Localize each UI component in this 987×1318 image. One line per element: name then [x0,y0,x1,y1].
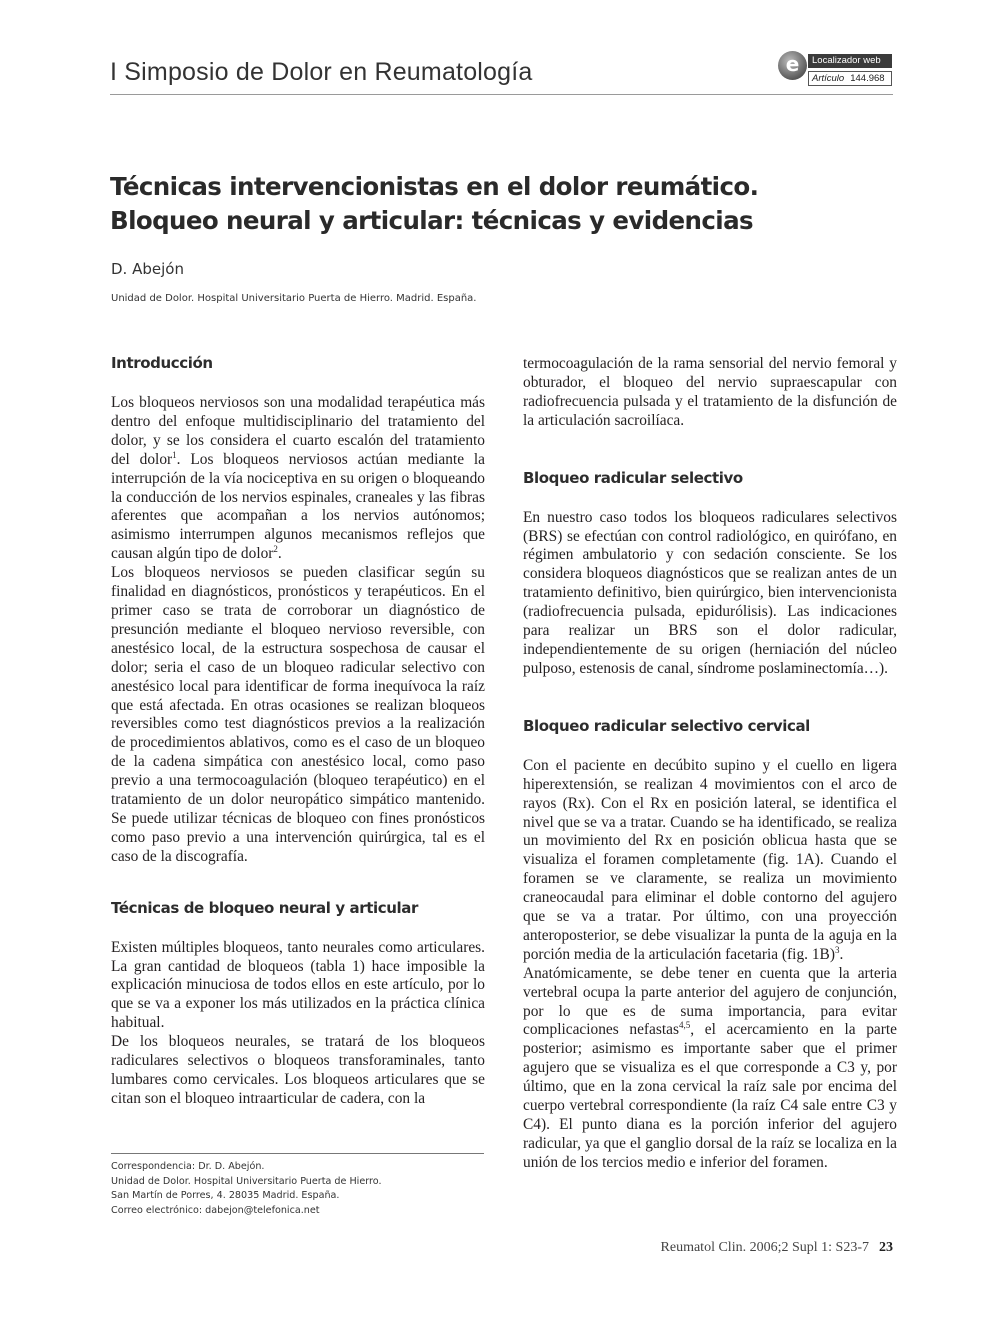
article-author: D. Abejón [111,260,184,278]
ref-superscript: 2 [273,544,278,555]
locator-article-box [808,71,892,86]
page-number: 23 [879,1240,893,1255]
article-title [110,170,870,238]
section-heading-bloqueo-radicular: Bloqueo radicular selectivo [523,468,743,487]
correspondence-line: Unidad de Dolor. Hospital Universitario Puerta de Hierro. [111,1175,382,1187]
techniques-paragraph-2: De los bloqueos neurales, se tratará de los bloqueos radiculares selectivos o bloqueos transforaminales, tanto lumbares como cervicales. Los bloqueos articulares que se citan son el bloqueo intraarticular de cadera, con la [111,1033,485,1107]
web-locator-badge [778,51,894,89]
article-title-line1: Técnicas intervencionistas en el dolor reumático. [110,172,759,201]
article-title-line2: Bloqueo neural y articular: técnicas y evidencias [110,206,754,235]
ref-superscript: 1 [172,449,177,460]
section-heading-introduccion: Introducción [111,354,213,372]
author-affiliation: Unidad de Dolor. Hospital Universitario Puerta de Hierro. Madrid. España. [111,293,477,304]
correspondence-line: Correspondencia: Dr. D. Abejón. [111,1161,265,1172]
ref-superscript: 3 [834,944,840,955]
right-column [523,355,897,1173]
intro-paragraph-2: Los bloqueos nerviosos se pueden clasificar según su finalidad en diagnósticos, pronósticos y terapéuticos. En el primer caso se trata de corroborar un diagnóstico de presunción mediante el bloqueo nervioso reversible, con anestésico local, de la estructura sospechosa de causar el dolor; seria el caso de un bloqueo radicular selectivo con anestésico local para identificar de forma inequívoca la raíz que está afectada. En otras ocasiones se realizan bloqueos reversibles como test diagnósticos previos a la realización de procedimientos ablativos, como es el caso de un bloqueo de la cadena simpática con anestésico local, como paso previo a una termocoagulación (bloqueo terapéutico) en el tratamiento de un dolor neuropático simpático mantenido. Se puede utilizar técnicas de bloqueo con fines pronósticos como paso previo a una intervención quirúrgica, tal es el caso de la discografía. [111,564,485,865]
locator-article-number: 144.968 [850,73,885,84]
continuation-paragraph: termocoagulación de la rama sensorial del nervio femoral y obturador, el bloqueo del nervio supraescapular con radiofrecuencia pulsada y el tratamiento de la disfunción de la articulación sacroilíaca. [523,355,897,429]
cervical-paragraph-2: Anatómicamente, se debe tener en cuenta que la arteria vertebral ocupa la parte anterior del agujero de conjunción, por lo que es de suma importancia, para evitar complicaciones nefastas$^{4,5}$, el acercamiento en la parte posterior; asimismo es importante saber que el primer agujero que se visualiza es el que corresponde a C3 y, por último, que en la zona cervical la raíz sale por encima del cuerpo vertebral correspondiente (la raíz C4 sale entre C3 y C4). El punto diana es la porción inferior del agujero radicular, ya que el ganglio dorsal de la raíz se localiza en la unión de los tercios medio e inferior del foramen. [523,964,897,1171]
locator-label: Localizador web [808,54,892,68]
e-logo-icon: e [778,51,807,80]
section-heading-tecnicas: Técnicas de bloqueo neural y articular [111,898,418,917]
left-column [111,354,485,1109]
techniques-paragraph-1: Existen múltiples bloqueos, tanto neurales como articulares. La gran cantidad de bloqueos (tabla 1) hace imposible la explicación minuciosa de todos ellos en este artículo, por lo que se va a exponer los más utilizados en la práctica clínica habitual. [111,938,485,1032]
correspondence-email: Correo electrónico: dabejon@telefonica.net [111,1204,320,1216]
section-heading-bloqueo-cervical: Bloqueo radicular selectivo cervical [523,716,810,735]
cervical-paragraph-1: Con el paciente en decúbito supino y el cuello en ligera hiperextensión, se realizan 4 movimientos con el arco de rayos (Rx). Con el Rx en posición lateral, se identifica el nivel que se va a tratar. Cuando se ha identificado, se realiza un movimiento del Rx en posición oblicua hasta que se visualiza el foramen completamente (fig. 1A). Cuando el foramen se ve claramente, se realiza un movimiento craneocaudal para eliminar el doble contorno del agujero que se va a tratar. Por último, con una proyección anteroposterior, se debe visualizar la punta de la aguja en la porción media de la articulación facetaria (fig. 1B)$^3$. [523,756,897,963]
locator-article-label: Artículo [812,73,845,84]
journal-section-header: I Simposio de Dolor en Reumatología [110,58,533,86]
page-footer [661,1240,893,1256]
correspondence-footnote [111,1160,485,1218]
selective-paragraph-1: En nuestro caso todos los bloqueos radiculares selectivos (BRS) se efectúan con control radiológico, en quirófano, en régimen ambulatorio y con sedación consciente. Se los considera bloqueos diagnósticos que se realizan antes de un tratamiento definitivo, bien quirúrgico, bien intervencionista (radiofrecuencia pulsada, epidurólisis). Las indicaciones para realizar un BRS son el dolor radicular, independientemente de su origen (herniación del núcleo pulposo, estenosis de canal, síndrome poslaminectomía…). [523,508,897,677]
header-divider [110,94,893,95]
intro-paragraph-1: Los bloqueos nerviosos son una modalidad terapéutica más dentro del enfoque multidisciplinario del tratamiento del dolor, y se los considera el cuarto escalón del tratamiento del dolor$^1$. Los bloqueos nerviosos actúan mediante la interrupción de la vía nociceptiva en su origen o bloqueando la conducción de los nervios espinales, craneales y las fibras aferentes que acompañan a los nervios autónomos; asimismo interrumpen algunos mecanismos reflejos que causan algún tipo de dolor$^2$. [111,394,485,563]
footnote-divider [111,1153,484,1154]
ref-superscript: 4,5 [678,1020,691,1031]
journal-citation: Reumatol Clin. 2006;2 Supl 1: S23-7 [660,1240,869,1255]
correspondence-line: San Martín de Porres, 4. 28035 Madrid. España. [111,1190,340,1201]
